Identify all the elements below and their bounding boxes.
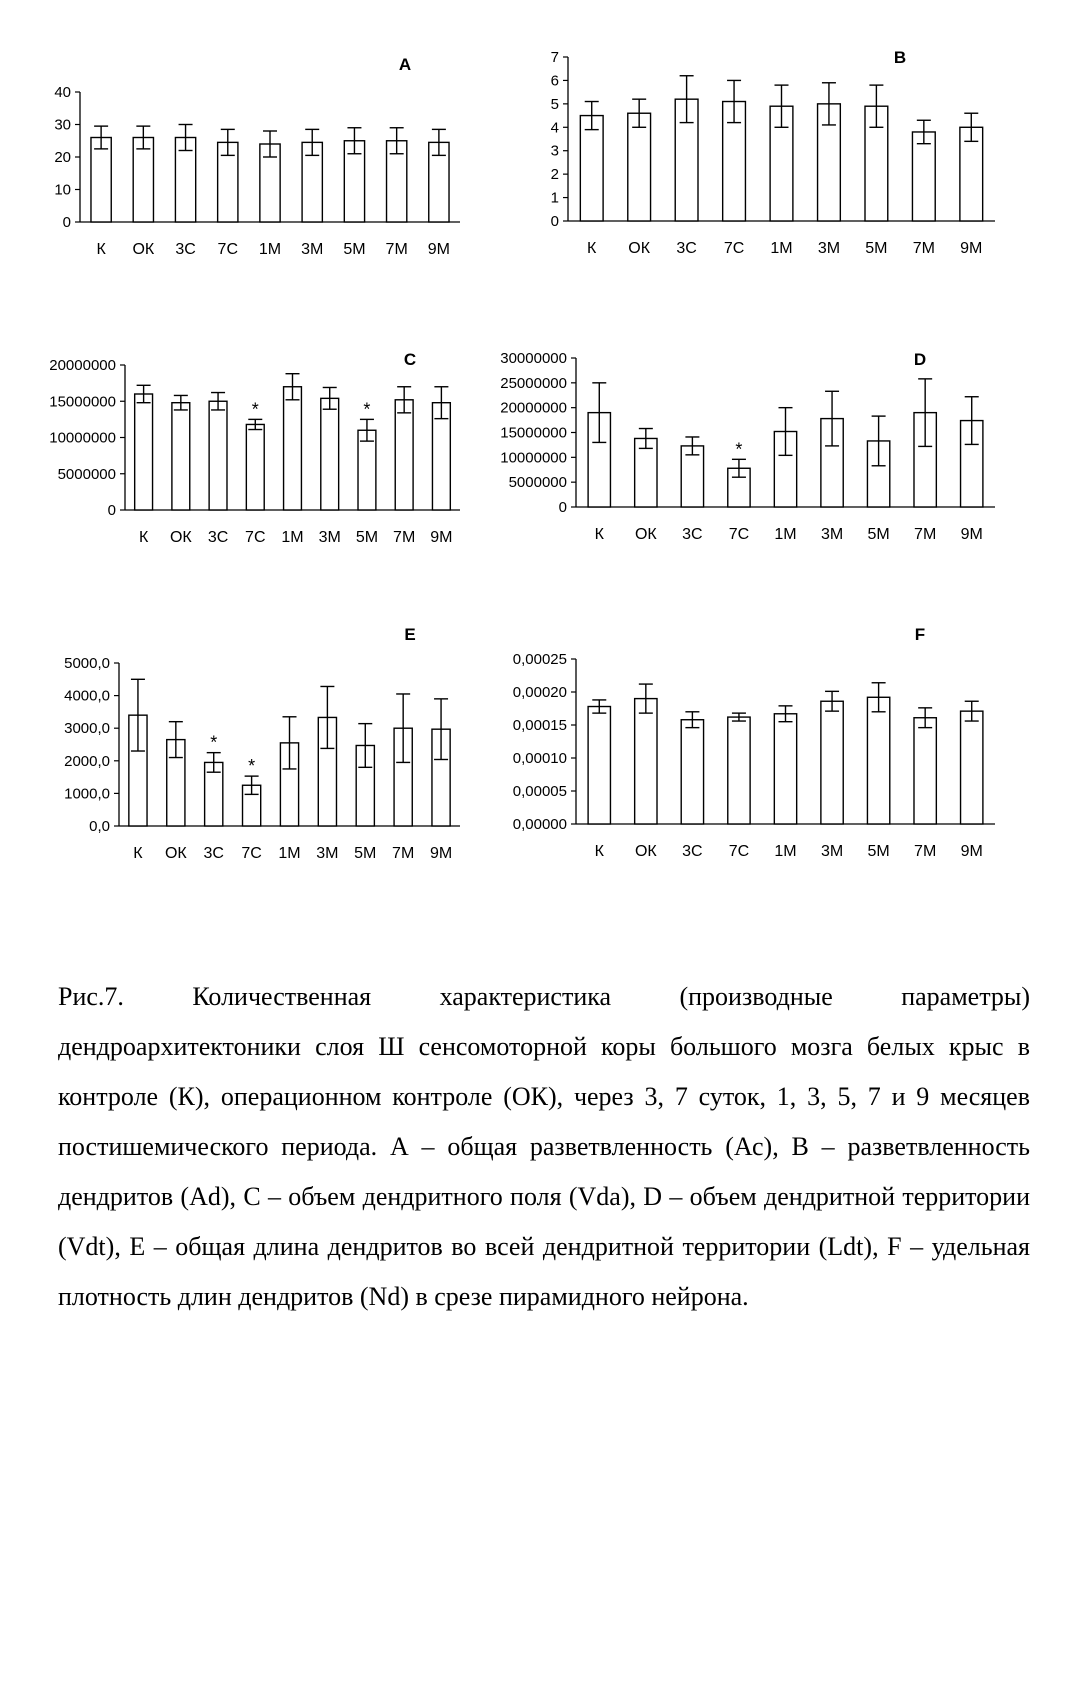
chart-b-category-label: К	[587, 240, 597, 257]
chart-b-ytick-label: 6	[550, 72, 559, 90]
chart-d-category-label: 7С	[728, 526, 750, 543]
chart-f-bar	[914, 718, 936, 824]
chart-a-svg	[40, 30, 470, 290]
chart-c-ytick-label: 10000000	[49, 429, 116, 447]
chart-d-ytick-label: 0	[558, 499, 567, 516]
chart-b-category-label: 3М	[817, 240, 841, 257]
chart-c-panel-letter: C	[403, 350, 417, 369]
chart-a-category-label: 5М	[343, 241, 366, 258]
chart-d-category-label: ОК	[634, 526, 657, 543]
chart-a-category-label: К	[96, 241, 106, 258]
chart-e-ytick-label: 2000,0	[64, 752, 110, 770]
chart-e-category-label: 7М	[392, 845, 415, 862]
chart-b-ytick-label: 2	[550, 166, 559, 184]
chart-e-svg	[40, 625, 470, 940]
chart-f-ytick-label: 0,00005	[512, 783, 567, 800]
chart-c-bar	[321, 398, 339, 510]
chart-f-category-label: 9М	[960, 843, 983, 860]
chart-e-category-label: ОК	[164, 845, 187, 862]
chart-d-category-label: К	[594, 526, 604, 543]
chart-c-bar	[135, 394, 153, 510]
chart-e-category-label: 3С	[203, 845, 224, 862]
chart-d-svg	[490, 330, 1030, 600]
chart-a-ytick-label: 0	[62, 214, 71, 231]
chart-a-category-label: 3М	[301, 241, 324, 258]
chart-a-category-label: 1М	[258, 241, 282, 258]
chart-c-category-label: 3М	[318, 529, 341, 546]
chart-b-category-label: 3С	[676, 240, 697, 257]
chart-f-ytick-label: 0,00000	[512, 816, 567, 833]
chart-e-panel-letter: E	[404, 625, 416, 644]
chart-e-ytick-label: 5000,0	[64, 655, 110, 672]
chart-a-category-label: 7М	[385, 241, 408, 258]
chart-c-bar	[395, 400, 413, 510]
chart-c-ytick-label: 15000000	[49, 393, 116, 411]
chart-f-bar	[728, 717, 750, 824]
chart-d-category-label: 3С	[682, 526, 703, 543]
chart-e-ytick-label: 4000,0	[64, 687, 110, 705]
chart-c-category-label: 5М	[355, 529, 379, 546]
chart-f-bar	[588, 707, 610, 824]
chart-f-bar	[867, 697, 889, 824]
chart-d-ytick-label: 15000000	[500, 424, 567, 442]
chart-c-ytick-label: 20000000	[49, 357, 116, 374]
chart-f-ytick-label: 0,00025	[512, 651, 567, 668]
chart-c-category-label: К	[138, 529, 149, 546]
chart-b-bar	[628, 113, 651, 221]
chart-d-ytick-label: 30000000	[500, 350, 567, 367]
chart-b-svg	[490, 25, 1030, 290]
chart-f-category-label: 7С	[728, 843, 750, 860]
chart-a-bar	[91, 138, 111, 223]
chart-c-svg	[40, 330, 470, 600]
chart-e-ytick-label: 0,0	[89, 818, 110, 835]
chart-a-ytick-label: 30	[54, 116, 71, 134]
chart-f-svg	[490, 625, 1030, 940]
chart-c-category-label: 7М	[393, 529, 416, 546]
chart-f-panel-letter: F	[914, 625, 926, 644]
chart-f-category-label: К	[594, 843, 604, 860]
chart-a-panel-letter: A	[398, 55, 412, 74]
chart-a-category-label: ОК	[132, 241, 155, 258]
chart-panel-c	[40, 330, 470, 600]
chart-f-category-label: 1М	[774, 843, 797, 860]
chart-b-ytick-label: 0	[550, 213, 559, 230]
chart-c-bar	[284, 387, 302, 510]
chart-b-bar	[912, 132, 935, 221]
chart-f-bar	[681, 720, 703, 824]
chart-b-bar	[580, 116, 603, 221]
chart-panel-f	[490, 625, 1030, 940]
chart-d-category-label: 7М	[914, 526, 937, 543]
chart-panel-d	[490, 330, 1030, 600]
chart-f-category-label: 3М	[820, 843, 844, 860]
chart-f-category-label: 5М	[867, 843, 890, 860]
chart-d-category-label: 5М	[867, 526, 890, 543]
chart-e-ytick-label: 1000,0	[64, 785, 110, 803]
chart-f-ytick-label: 0,00010	[512, 750, 567, 767]
chart-b-panel-letter: B	[893, 48, 907, 67]
chart-b-ytick-label: 1	[550, 189, 559, 207]
chart-e-category-label: 1М	[278, 845, 301, 862]
chart-d-category-label: 9М	[960, 526, 983, 543]
chart-b-category-label: 5М	[865, 240, 888, 257]
chart-d-category-label: 3М	[820, 526, 844, 543]
chart-e-significance-star: *	[210, 732, 218, 753]
chart-f-bar	[635, 699, 657, 824]
chart-b-ytick-label: 7	[550, 49, 559, 66]
chart-f-bar	[821, 701, 843, 824]
chart-panel-b	[490, 25, 1030, 290]
chart-b-category-label: 7С	[723, 240, 745, 257]
chart-e-category-label: К	[133, 845, 143, 862]
chart-f-category-label: ОК	[634, 843, 657, 860]
chart-d-ytick-label: 25000000	[500, 374, 567, 392]
chart-a-ytick-label: 20	[54, 149, 71, 166]
chart-e-category-label: 7С	[241, 845, 262, 862]
chart-c-category-label: 3С	[207, 529, 229, 546]
chart-d-panel-letter: D	[913, 350, 927, 369]
chart-b-category-label: ОК	[628, 240, 651, 257]
chart-a-ytick-label: 10	[54, 181, 71, 199]
chart-panel-a	[40, 30, 470, 290]
chart-c-bar	[246, 424, 264, 510]
chart-c-bar	[209, 401, 227, 510]
chart-f-ytick-label: 0,00020	[512, 684, 567, 701]
chart-a-category-label: 7С	[217, 241, 239, 258]
chart-c-significance-star: *	[251, 399, 259, 420]
chart-e-category-label: 3М	[316, 845, 339, 862]
chart-a-category-label: 3С	[175, 241, 196, 258]
chart-panel-e	[40, 625, 470, 940]
chart-c-bar	[358, 430, 376, 510]
chart-b-ytick-label: 5	[550, 95, 559, 113]
chart-f-ytick-label: 0,00015	[512, 717, 567, 734]
chart-d-significance-star: *	[735, 439, 743, 460]
chart-c-category-label: 7С	[245, 529, 266, 546]
chart-b-ytick-label: 3	[550, 142, 559, 160]
chart-d-ytick-label: 10000000	[500, 449, 567, 467]
chart-b-category-label: 7М	[912, 240, 935, 257]
chart-e-category-label: 5М	[354, 845, 377, 862]
chart-c-category-label: 9М	[430, 529, 453, 546]
figure-caption: Рис.7. Количественная характеристика (производные параметры) дендроархитектоники слоя Ш сенсомоторной коры большого мозга белых крыс в контроле (К), операционном контроле (ОК), через 3, 7 суток, 1, 3, 5, 7 и 9 месяцев постишемического периода. А – общая разветвленность (Ас), В – разветвленность дендритов (Аd), С – объем дендритного поля (Vda), D – объем дендритной территории (Vdt), Е – общая длина дендритов во всей дендритной территории (Ldt), F – удельная плотность длин дендритов (Nd) в срезе пирамидного нейрона.	[58, 982, 1030, 1311]
chart-d-ytick-label: 20000000	[500, 399, 567, 417]
chart-e-category-label: 9М	[429, 845, 453, 862]
chart-c-category-label: ОК	[169, 529, 192, 546]
chart-c-bar	[172, 403, 190, 510]
chart-c-ytick-label: 0	[107, 502, 116, 519]
chart-a-category-label: 9М	[427, 241, 451, 258]
chart-d-category-label: 1М	[774, 526, 797, 543]
chart-b-ytick-label: 4	[550, 119, 559, 137]
chart-e-ytick-label: 3000,0	[64, 720, 110, 738]
chart-f-category-label: 7М	[914, 843, 937, 860]
chart-a-ytick-label: 40	[54, 84, 71, 101]
chart-f-bar	[774, 714, 796, 824]
chart-f-category-label: 3С	[682, 843, 703, 860]
chart-b-category-label: 9М	[960, 240, 983, 257]
chart-b-category-label: 1М	[770, 240, 793, 257]
chart-c-significance-star: *	[363, 399, 371, 420]
chart-e-significance-star: *	[248, 756, 256, 777]
chart-c-ytick-label: 5000000	[57, 465, 116, 483]
chart-d-ytick-label: 5000000	[508, 474, 567, 492]
chart-c-category-label: 1М	[281, 529, 304, 546]
chart-f-bar	[961, 711, 983, 824]
chart-a-bar	[133, 138, 153, 223]
